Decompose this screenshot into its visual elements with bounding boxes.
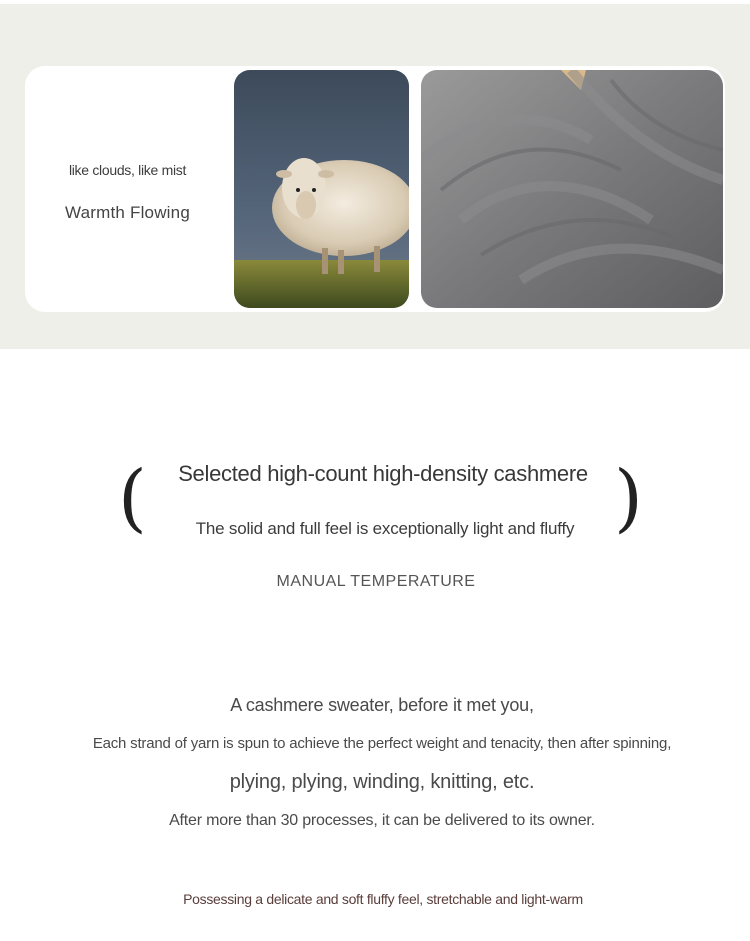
hero-card bbox=[25, 66, 725, 312]
right-parenthesis: ) bbox=[614, 455, 643, 541]
knit-photo bbox=[421, 70, 723, 308]
story-line-2: Each strand of yarn is spun to achieve the perfect weight and tenacity, then after spinning, bbox=[92, 735, 672, 752]
hero-band bbox=[0, 4, 750, 349]
sheep-photo bbox=[234, 70, 409, 308]
footer-tagline: Possessing a delicate and soft fluffy feel, stretchable and light-warm bbox=[183, 891, 583, 907]
feature-title: Selected high-count high-density cashmere bbox=[178, 461, 588, 486]
story-line-3: plying, plying, winding, knitting, etc. bbox=[229, 771, 535, 793]
feature-label: MANUAL TEMPERATURE bbox=[276, 573, 476, 590]
hero-tagline-small: like clouds, like mist bbox=[68, 162, 187, 178]
story-line-4: After more than 30 processes, it can be delivered to its owner. bbox=[169, 812, 595, 829]
story-line-1: A cashmere sweater, before it met you, bbox=[230, 695, 534, 715]
left-parenthesis: ( bbox=[118, 455, 147, 541]
feature-subtitle: The solid and full feel is exceptionally light and fluffy bbox=[195, 519, 575, 538]
hero-tagline-large: Warmth Flowing bbox=[65, 203, 190, 222]
